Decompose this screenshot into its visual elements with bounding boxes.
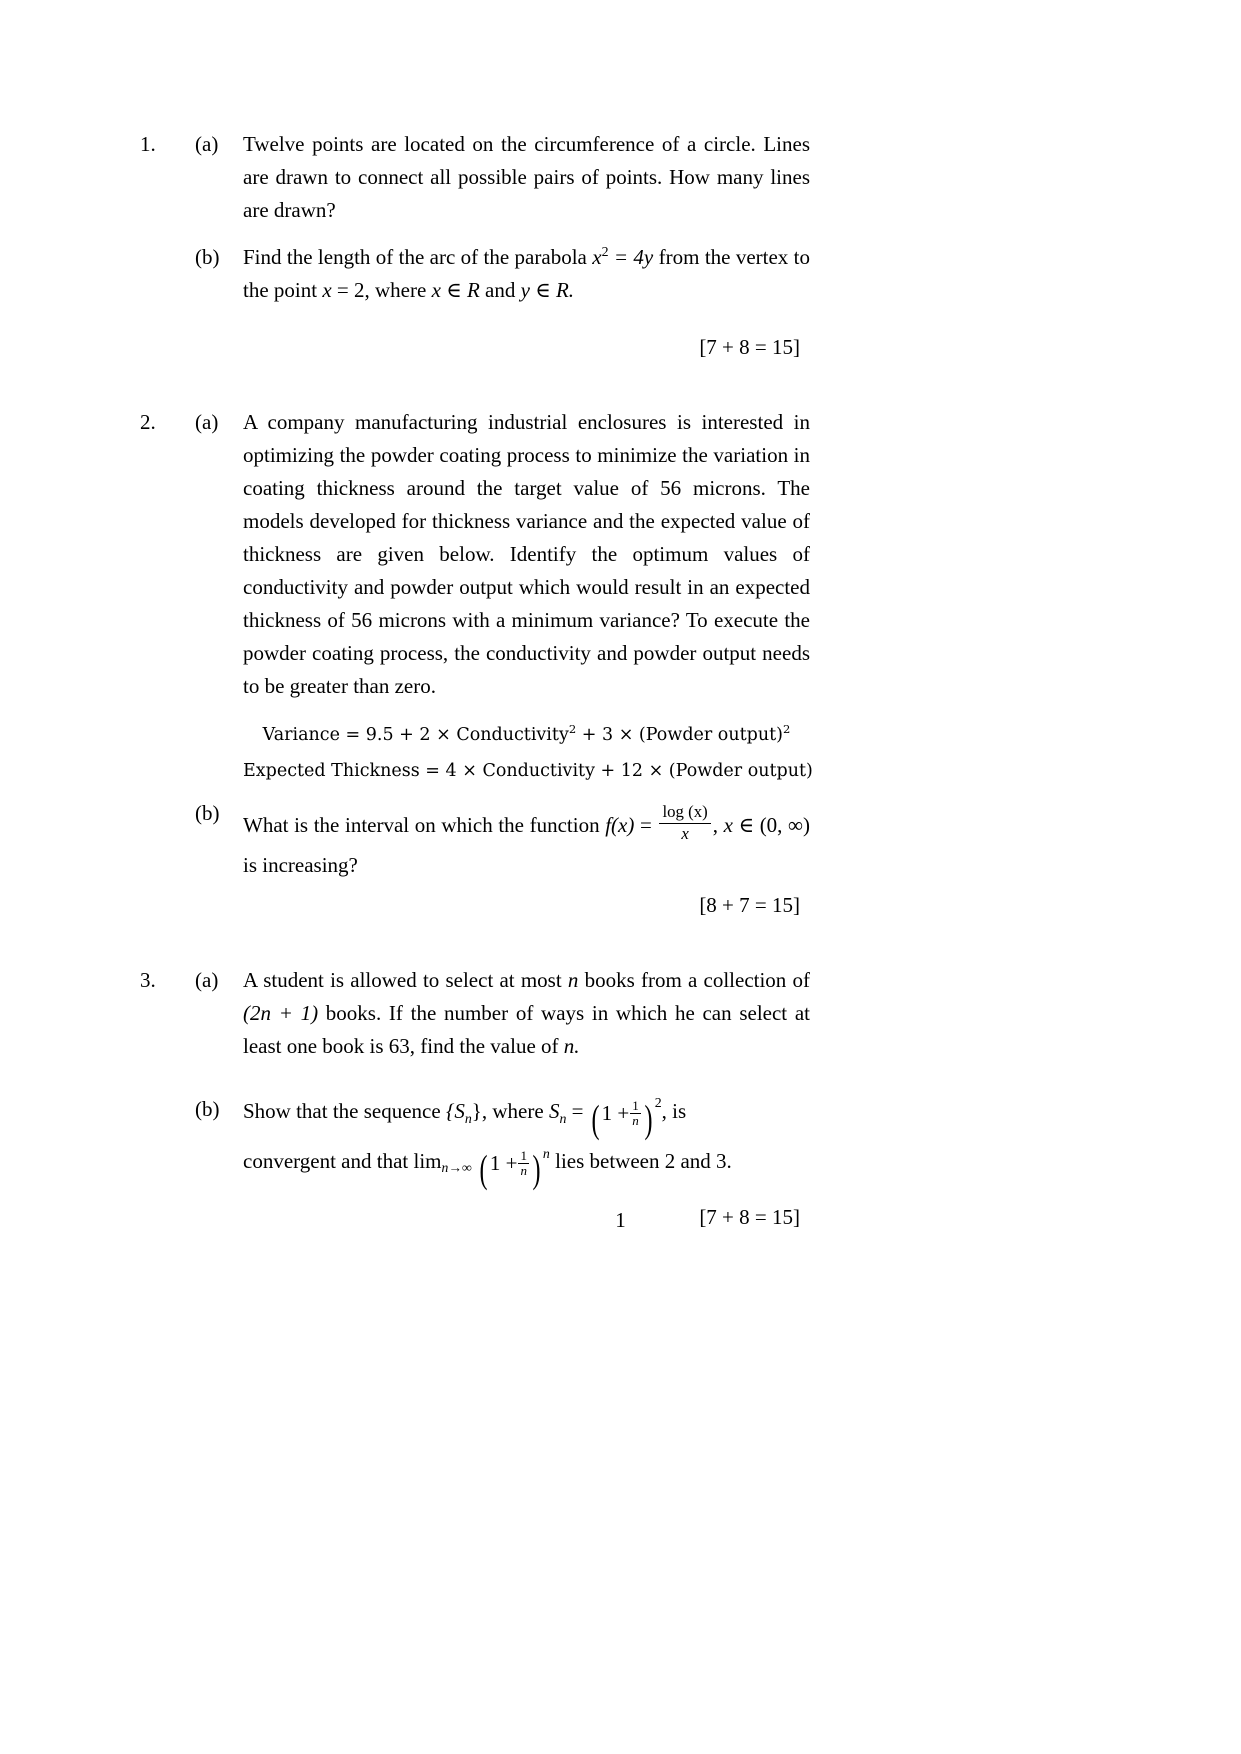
q1b-math-y-rel: ∈	[535, 278, 551, 302]
question-3-part-a	[140, 964, 810, 1063]
q1b-math-y: y	[520, 278, 530, 302]
question-2-part-b-label: (b)	[195, 801, 220, 825]
variance-formula-lhs: Variance	[262, 725, 340, 745]
question-3-part-b	[140, 1087, 810, 1191]
q2b-domain-set: (0, ∞)	[759, 812, 811, 837]
q3b-limit-operator: lim	[413, 1148, 442, 1173]
page-number: 1	[615, 1208, 626, 1232]
q1b-text-before: Find the length of the arc of the parabola	[243, 245, 587, 269]
q3b-text-convergent: convergent and that	[243, 1148, 409, 1173]
q3b-text-is: , is	[661, 1098, 687, 1123]
left-paren-icon: (	[479, 1147, 488, 1191]
q3b-sn-definition	[548, 1094, 662, 1141]
question-3-number: 3.	[140, 967, 156, 992]
q1b-point-equation	[322, 278, 426, 302]
q3b-text-where: where	[492, 1098, 544, 1123]
spacer	[140, 321, 810, 331]
q1b-math-x3-set: R	[466, 278, 480, 302]
q3b-text-before: Show that the sequence	[243, 1098, 441, 1123]
q2b-text-before: What is the interval on which the function	[243, 812, 600, 837]
q3b-sequence-set-open: {S	[445, 1098, 465, 1123]
question-2-marks: [8 + 7 = 15]	[699, 892, 800, 917]
q3b-sn-fraction-denominator: n	[632, 1112, 639, 1128]
left-paren-icon: (	[591, 1097, 600, 1141]
q3b-sn-power: 2	[654, 1094, 662, 1110]
q3a-text-before: A student is allowed to select at most	[243, 967, 562, 992]
q3b-sn-fraction	[630, 1099, 641, 1127]
q2b-text-after: is increasing?	[243, 852, 358, 877]
right-paren-icon: )	[532, 1147, 541, 1191]
question-2-number: 2.	[140, 410, 156, 434]
spacer	[140, 793, 810, 803]
question-1-part-a-label: (a)	[195, 132, 219, 156]
variance-formula	[243, 717, 810, 753]
question-3	[140, 964, 810, 1234]
q3b-limit-fraction-denominator: n	[520, 1162, 527, 1178]
q3b-limit-subscript: n→∞	[441, 1159, 472, 1175]
question-1-part-b	[140, 241, 810, 307]
variance-formula-rhs-2-power: 2	[782, 722, 791, 737]
q3b-limit-one-plus: 1 +	[489, 1151, 518, 1176]
q2b-domain-var: x	[723, 812, 733, 837]
q3b-limit-power: n	[542, 1146, 550, 1162]
question-3-part-b-line-1	[243, 1087, 810, 1141]
question-1-marks: [7 + 8 = 15]	[699, 335, 800, 359]
question-paper-body	[140, 128, 813, 1234]
q1b-math-x2-rest: = 2, where	[336, 278, 427, 302]
q3b-limit-fraction-numerator: 1	[520, 1148, 527, 1164]
q3b-sn-equals: =	[571, 1098, 584, 1123]
question-1-part-a-text: Twelve points are located on the circumference of a circle. Lines are drawn to connect all possible pairs of points. How many lines are drawn?	[243, 132, 810, 222]
expected-thickness-equals: =	[425, 761, 440, 781]
q3b-sequence-set-subscript: n	[464, 1110, 472, 1126]
q2b-comma: ,	[712, 812, 718, 837]
question-1	[140, 128, 810, 364]
question-2-part-a-label: (a)	[195, 410, 219, 434]
q2b-function-name: f(x)	[605, 812, 635, 837]
q3b-sn-one-plus: 1 +	[601, 1100, 630, 1125]
q1b-parabola-equation	[592, 245, 653, 269]
question-3-part-b-line-2	[243, 1137, 810, 1191]
question-2-part-a-text: A company manufacturing industrial enclosures is interested in optimizing the powder coating process to minimize the variation in coating thickness around the target value of 56 microns. The models developed for thickness variance and the expected value of thickness are given below. Identify the optimum values of conductivity and powder output which would result in an expected thickness of 56 microns with a minimum variance? To execute the powder coating process, the conductivity and powder output needs to be greater than zero.	[243, 410, 810, 698]
variance-formula-rhs-2: + 3 × (Powder output)	[581, 725, 783, 745]
q1b-domain-y	[521, 278, 574, 302]
spacer	[140, 1077, 810, 1087]
q1b-math-rhs: = 4y	[613, 245, 654, 269]
q1b-math-y-set: R.	[555, 278, 575, 302]
q1b-math-x2: x	[322, 278, 332, 302]
variance-formula-equals: =	[345, 725, 361, 745]
q3b-sn-fraction-numerator: 1	[632, 1097, 639, 1113]
q3b-limit-paren-group	[477, 1139, 550, 1191]
q3a-text-middle: books from a collection of	[584, 967, 810, 992]
variance-formula-rhs-1-power: 2	[568, 722, 577, 737]
q1b-math-x: x	[592, 245, 602, 269]
q3b-sequence-set-close: },	[471, 1098, 488, 1123]
question-1-part-a	[140, 128, 810, 227]
q3b-text-lies: lies between 2 and 3.	[555, 1148, 732, 1173]
question-2-formulas	[140, 717, 813, 789]
q2b-domain	[724, 813, 810, 837]
q2b-equals: =	[640, 812, 652, 837]
question-1-number: 1.	[140, 132, 156, 156]
question-3-part-b-label: (b)	[195, 1096, 220, 1121]
q1b-domain-x	[432, 278, 480, 302]
expected-thickness-lhs: Expected Thickness	[243, 761, 420, 781]
question-1-part-b-text	[243, 241, 810, 307]
q1b-text-and: and	[485, 278, 516, 302]
q2b-fraction	[659, 803, 710, 844]
q1b-math-x3-rel: ∈	[446, 278, 462, 302]
q3a-math-expression: (2n + 1)	[243, 1000, 319, 1025]
question-2-part-b	[140, 803, 810, 885]
q2b-domain-rel: ∈	[738, 812, 755, 837]
q3b-sn-symbol: S	[548, 1098, 560, 1123]
q1b-math-x-power: 2	[601, 244, 609, 259]
q3a-math-n2: n.	[563, 1033, 580, 1058]
q3b-sn-paren-group	[589, 1089, 662, 1141]
q2b-fraction-numerator: log (x)	[659, 803, 710, 824]
question-3-part-a-text	[243, 964, 810, 1063]
question-3-part-a-label: (a)	[195, 967, 219, 992]
question-2	[140, 406, 813, 922]
expected-thickness-rhs: 4 × Conductivity + 12 × (Powder output)	[445, 761, 813, 781]
right-paren-icon: )	[644, 1097, 653, 1141]
question-3-marks: [7 + 8 = 15]	[699, 1205, 800, 1230]
q3b-limit-expression	[413, 1146, 550, 1191]
question-1-part-b-label: (b)	[195, 245, 220, 269]
q3b-sequence-set	[445, 1098, 488, 1126]
expected-thickness-formula	[243, 753, 813, 789]
q2b-fraction-denominator: x	[681, 823, 689, 843]
question-2-part-b-text	[243, 803, 810, 885]
spacer-between-q1-q2	[140, 364, 810, 406]
question-2-part-a	[140, 406, 810, 703]
q2b-function-definition	[605, 802, 718, 843]
q3b-sn-subscript: n	[559, 1110, 567, 1126]
variance-formula-rhs-1: 9.5 + 2 × Conductivity	[365, 725, 569, 745]
q3a-text-middle-2: books. If the number of ways in which he can select at least one book is 63, find the value of	[243, 1000, 810, 1058]
q3a-math-n: n	[567, 967, 579, 992]
q1b-math-x3: x	[431, 278, 441, 302]
spacer-between-q2-q3	[140, 922, 810, 964]
q3b-limit-fraction	[518, 1149, 529, 1177]
spacer	[140, 1191, 810, 1201]
q1b-text-middle: from the vertex to the point	[243, 245, 811, 302]
